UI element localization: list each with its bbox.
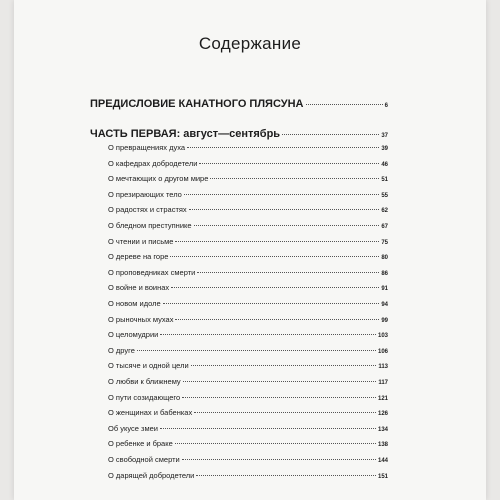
toc-item xyxy=(108,268,388,277)
toc-item xyxy=(108,299,388,308)
toc-entry-title: О пути созидающего xyxy=(108,392,181,402)
toc-entry-title: О тысяче и одной цели xyxy=(108,361,189,371)
dot-leader xyxy=(194,225,380,226)
dot-leader xyxy=(197,272,379,273)
dot-leader xyxy=(182,459,376,460)
toc-page-number: 138 xyxy=(377,442,388,449)
toc-entry-title: ЧАСТЬ ПЕРВАЯ: август—сентябрь xyxy=(90,128,281,140)
toc-page-number: 121 xyxy=(377,395,388,402)
toc-item xyxy=(108,190,388,199)
book-page xyxy=(14,0,486,500)
toc-page-number: 55 xyxy=(381,192,388,199)
toc-item xyxy=(108,221,388,230)
toc-page-number: 67 xyxy=(381,224,388,230)
toc-entry-title: О любви к ближнему xyxy=(108,377,181,386)
toc-item xyxy=(108,237,388,246)
toc-page-number: 99 xyxy=(381,317,388,324)
toc-entry-title: О дарящей добродетели xyxy=(108,470,195,480)
toc-entry-title: О дереве на горе xyxy=(108,252,169,262)
toc-page-number: 39 xyxy=(381,146,388,152)
toc-page-number: 86 xyxy=(381,270,388,277)
toc-item xyxy=(108,205,388,214)
toc-item xyxy=(108,252,388,261)
toc-page-number: 46 xyxy=(381,161,388,168)
toc-entry-title: О чтении и письме xyxy=(108,236,174,246)
toc-entry-title: О свободной смерти xyxy=(108,455,180,464)
toc-entry-title: О женщинах и бабенках xyxy=(108,408,193,418)
toc-page-number: 144 xyxy=(377,458,388,464)
toc-item xyxy=(108,471,388,480)
toc-entry-title: О войне и воинах xyxy=(108,283,170,293)
toc-item xyxy=(108,346,388,355)
toc-page-number: 106 xyxy=(377,348,388,355)
toc-page-number: 37 xyxy=(381,133,388,139)
toc-entry-title: О презирающих тело xyxy=(108,189,182,199)
toc-entry-title: О превращениях духа xyxy=(108,143,186,152)
toc-entry-title: О рыночных мухах xyxy=(108,314,174,324)
dot-leader xyxy=(175,319,379,320)
toc-page-number: 51 xyxy=(381,177,388,184)
dot-leader xyxy=(196,475,376,476)
toc-section xyxy=(90,98,388,110)
dot-leader xyxy=(163,303,380,304)
dot-leader xyxy=(175,443,376,444)
dot-leader xyxy=(194,412,376,413)
toc-item xyxy=(108,330,388,339)
toc-page-number: 103 xyxy=(377,333,388,340)
toc-item xyxy=(108,143,388,152)
toc-page-number: 151 xyxy=(377,473,388,480)
dot-leader xyxy=(199,163,379,164)
toc-entry-title: О новом идоле xyxy=(108,299,161,308)
dot-leader xyxy=(210,178,379,179)
toc-page-number: 6 xyxy=(384,103,388,109)
toc-item xyxy=(108,315,388,324)
dot-leader xyxy=(182,397,376,398)
toc-page-number: 75 xyxy=(381,239,388,246)
toc-section xyxy=(90,128,388,140)
dot-leader xyxy=(137,350,376,351)
toc-entry-title: ПРЕДИСЛОВИЕ КАНАТНОГО ПЛЯСУНА xyxy=(90,98,304,110)
dot-leader xyxy=(160,334,376,335)
toc-item xyxy=(108,159,388,168)
toc-entry-title: О мечтающих о другом мире xyxy=(108,174,209,184)
dot-leader xyxy=(306,104,383,105)
dot-leader xyxy=(187,147,379,148)
dot-leader xyxy=(170,256,379,257)
toc-page-number: 80 xyxy=(381,255,388,262)
toc-item xyxy=(108,361,388,370)
page-title: Содержание xyxy=(198,34,302,53)
dot-leader xyxy=(191,365,377,366)
toc-page-number: 126 xyxy=(377,411,388,418)
toc-entry-title: О бледном преступнике xyxy=(108,221,192,230)
toc-entry-title: О друге xyxy=(108,345,135,355)
toc-page-number: 94 xyxy=(381,302,388,308)
dot-leader xyxy=(282,134,379,135)
dot-leader xyxy=(183,381,377,382)
toc-entry-title: О проповедниках смерти xyxy=(108,267,196,277)
toc-entry-title: О радостях и страстях xyxy=(108,205,187,215)
toc-item xyxy=(108,455,388,464)
toc-item xyxy=(108,424,388,433)
dot-leader xyxy=(184,194,379,195)
toc-item xyxy=(108,408,388,417)
toc-entry-title: О ребенке и браке xyxy=(108,439,173,449)
toc-entry-title: Об укусе змеи xyxy=(108,423,158,433)
dot-leader xyxy=(189,209,380,210)
toc-entry-title: О кафедрах добродетели xyxy=(108,158,198,168)
toc-item xyxy=(108,283,388,292)
toc-item xyxy=(108,377,388,386)
dot-leader xyxy=(160,428,376,429)
toc-page-number: 113 xyxy=(378,364,388,371)
toc-page-number: 91 xyxy=(381,286,388,293)
toc-item xyxy=(108,439,388,448)
dot-leader xyxy=(171,287,379,288)
toc-item xyxy=(108,393,388,402)
toc-page-number: 62 xyxy=(381,208,388,215)
toc-page-number: 117 xyxy=(378,380,388,386)
toc-page-number: 134 xyxy=(377,426,388,433)
toc-item xyxy=(108,174,388,183)
toc-entry-title: О целомудрии xyxy=(108,330,159,340)
dot-leader xyxy=(175,241,379,242)
